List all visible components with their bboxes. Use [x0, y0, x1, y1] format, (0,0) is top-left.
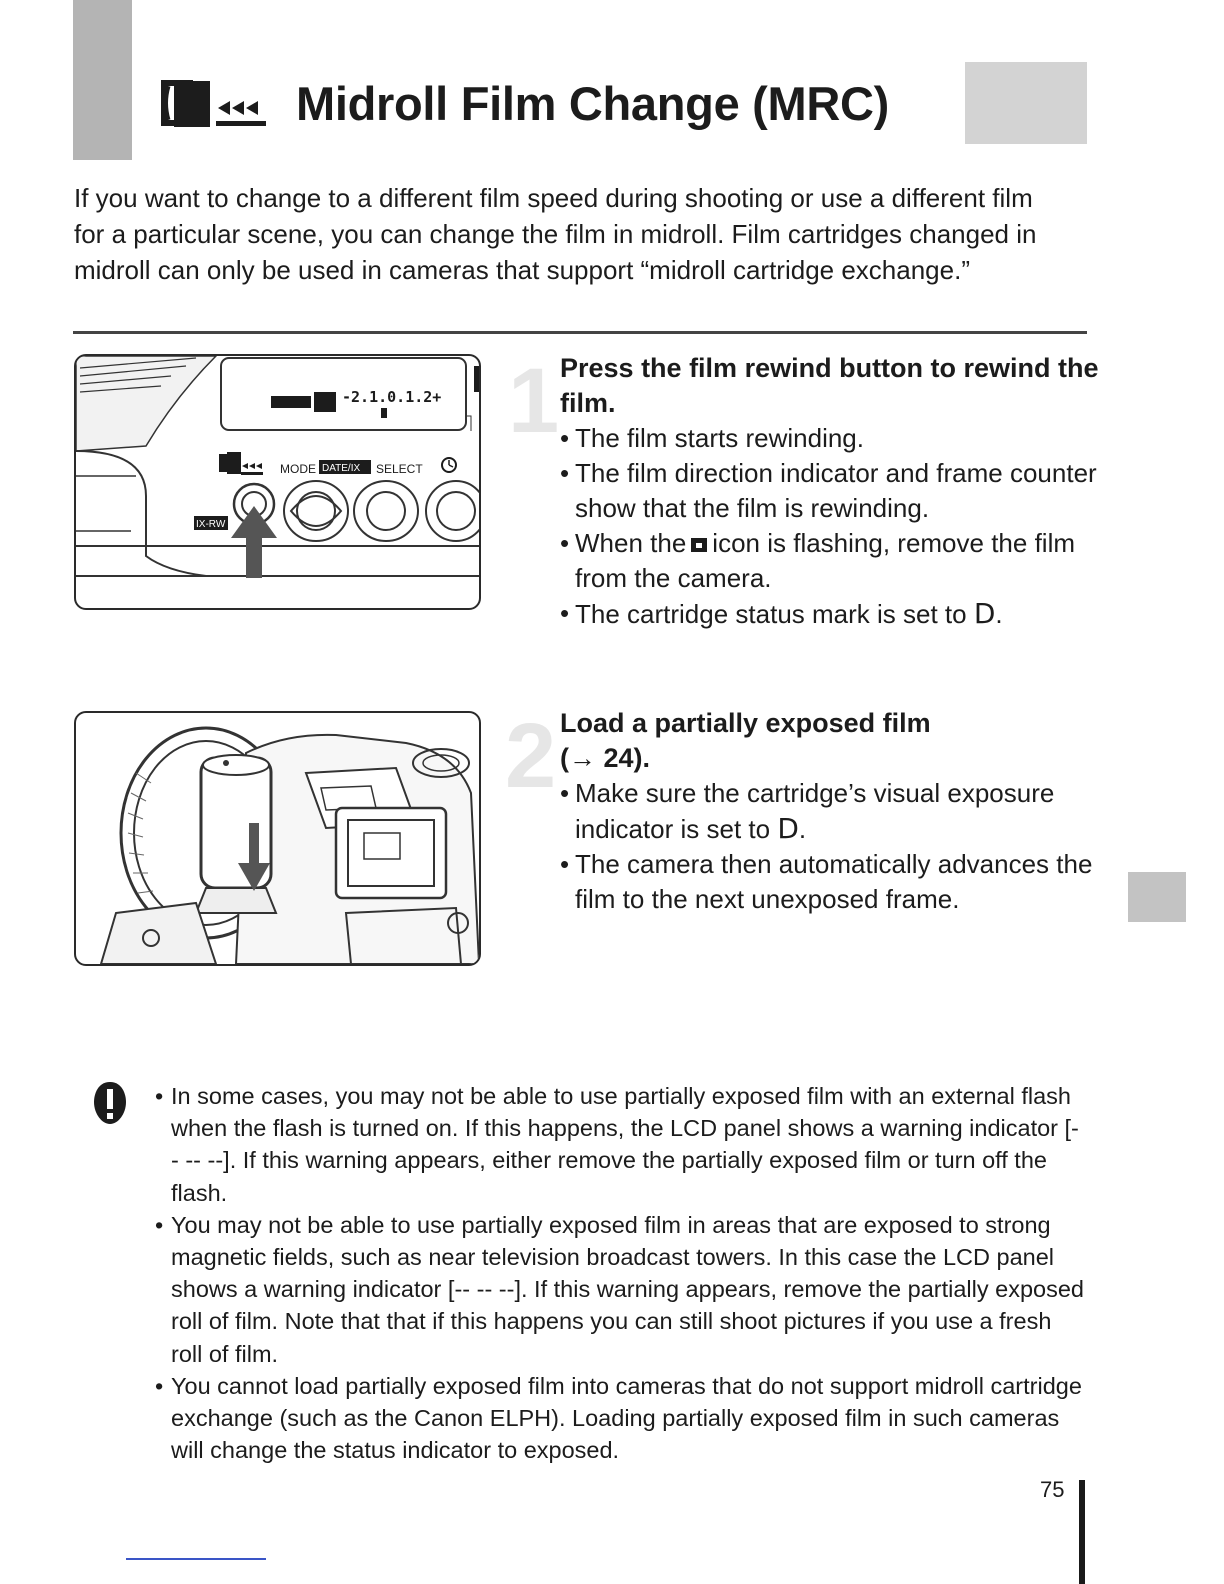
cartridge-icon	[690, 537, 708, 553]
status-mark-d: D	[973, 597, 996, 630]
step-1-bullet-4-lead: The cartridge status mark is set to	[575, 599, 967, 629]
step-1-title: Press the film rewind button to rewind the film.	[560, 353, 1099, 418]
rewind-button-illustration	[74, 354, 481, 610]
lcd-readout: -2.1.0.1.2+	[342, 388, 442, 406]
status-mark-d: D	[777, 812, 799, 845]
step-2-title-ref: (→ 24).	[560, 743, 651, 773]
date-label: DATE/IX	[322, 463, 361, 474]
step-2-bullet-1	[560, 776, 1100, 847]
load-cartridge-illustration	[74, 711, 481, 966]
section-tab-left	[73, 0, 132, 160]
step-1-bullet-1: • The film starts rewinding.	[560, 421, 1100, 456]
step-2-bullet-2: • The camera then automatically advances the film to the next unexposed frame.	[560, 847, 1100, 917]
section-tab-right	[965, 62, 1087, 144]
section-divider	[73, 331, 1087, 334]
note-item: • In some cases, you may not be able to use partially exposed film with an external flash when the flash is turned on. If this happens, the LCD panel shows a warning indicator [-- -- --]. If this warning appears, either remove the partially exposed film or turn off the flash.	[155, 1080, 1085, 1209]
step-2-bullet-1-lead: Make sure the cartridge’s visual exposure indicator is set to	[575, 778, 1055, 844]
step-1-bullet-4-period: .	[995, 599, 1003, 629]
intro-paragraph: If you want to change to a different film speed during shooting or use a different film for a particular scene, you can change the film in midroll. Film cartridges changed in midroll can only be used in cameras that support “midroll cartridge exchange.”	[74, 183, 1037, 285]
caution-icon	[92, 1080, 128, 1126]
note-item: • You cannot load partially exposed film into cameras that do not support midroll cartridge exchange (such as the Canon ELPH). Loading partially exposed film in such cameras will change the status indicator to exposed.	[155, 1370, 1085, 1467]
step-2	[560, 706, 1100, 917]
ixrw-label: IX-RW	[196, 519, 226, 530]
page-edge-bar	[1079, 1480, 1085, 1584]
chapter-thumb-tab	[1128, 872, 1186, 922]
caution-notes	[155, 1080, 1085, 1466]
page-title: Midroll Film Change (MRC)	[296, 76, 890, 130]
step-2-title-main: Load a partially exposed film	[560, 708, 931, 738]
step-2-bullet-1-period: .	[798, 814, 807, 844]
note-item: • You may not be able to use partially exposed film in areas that are exposed to strong magnetic fields, such as near television broadcast towers. In this case the LCD panel shows a warning indicator [-- -- --]. If this warning appears, remove the partially exposed roll of film. Note that that if this happens you can still shoot pictures if you use a fresh roll of film.	[155, 1209, 1085, 1370]
step-1-bullet-3	[560, 526, 1100, 596]
page-number: 75	[1040, 1477, 1065, 1502]
step-2-title	[560, 706, 1100, 776]
title-row	[160, 68, 889, 138]
select-label: SELECT	[376, 462, 423, 476]
mode-label: MODE	[280, 462, 316, 476]
step-1-bullet-3-tail: icon is flashing, remove the film from the camera.	[575, 528, 1076, 593]
step-1	[560, 351, 1100, 632]
step-1-bullet-3-lead: When the	[575, 528, 687, 558]
midroll-rewind-icon	[160, 73, 268, 133]
step-1-bullet-4	[560, 596, 1100, 632]
step-2-number: 2	[505, 705, 557, 807]
footer-line	[126, 1558, 266, 1560]
step-1-number: 1	[508, 350, 560, 452]
step-1-bullet-2: • The film direction indicator and frame counter show that the film is rewinding.	[560, 456, 1100, 526]
